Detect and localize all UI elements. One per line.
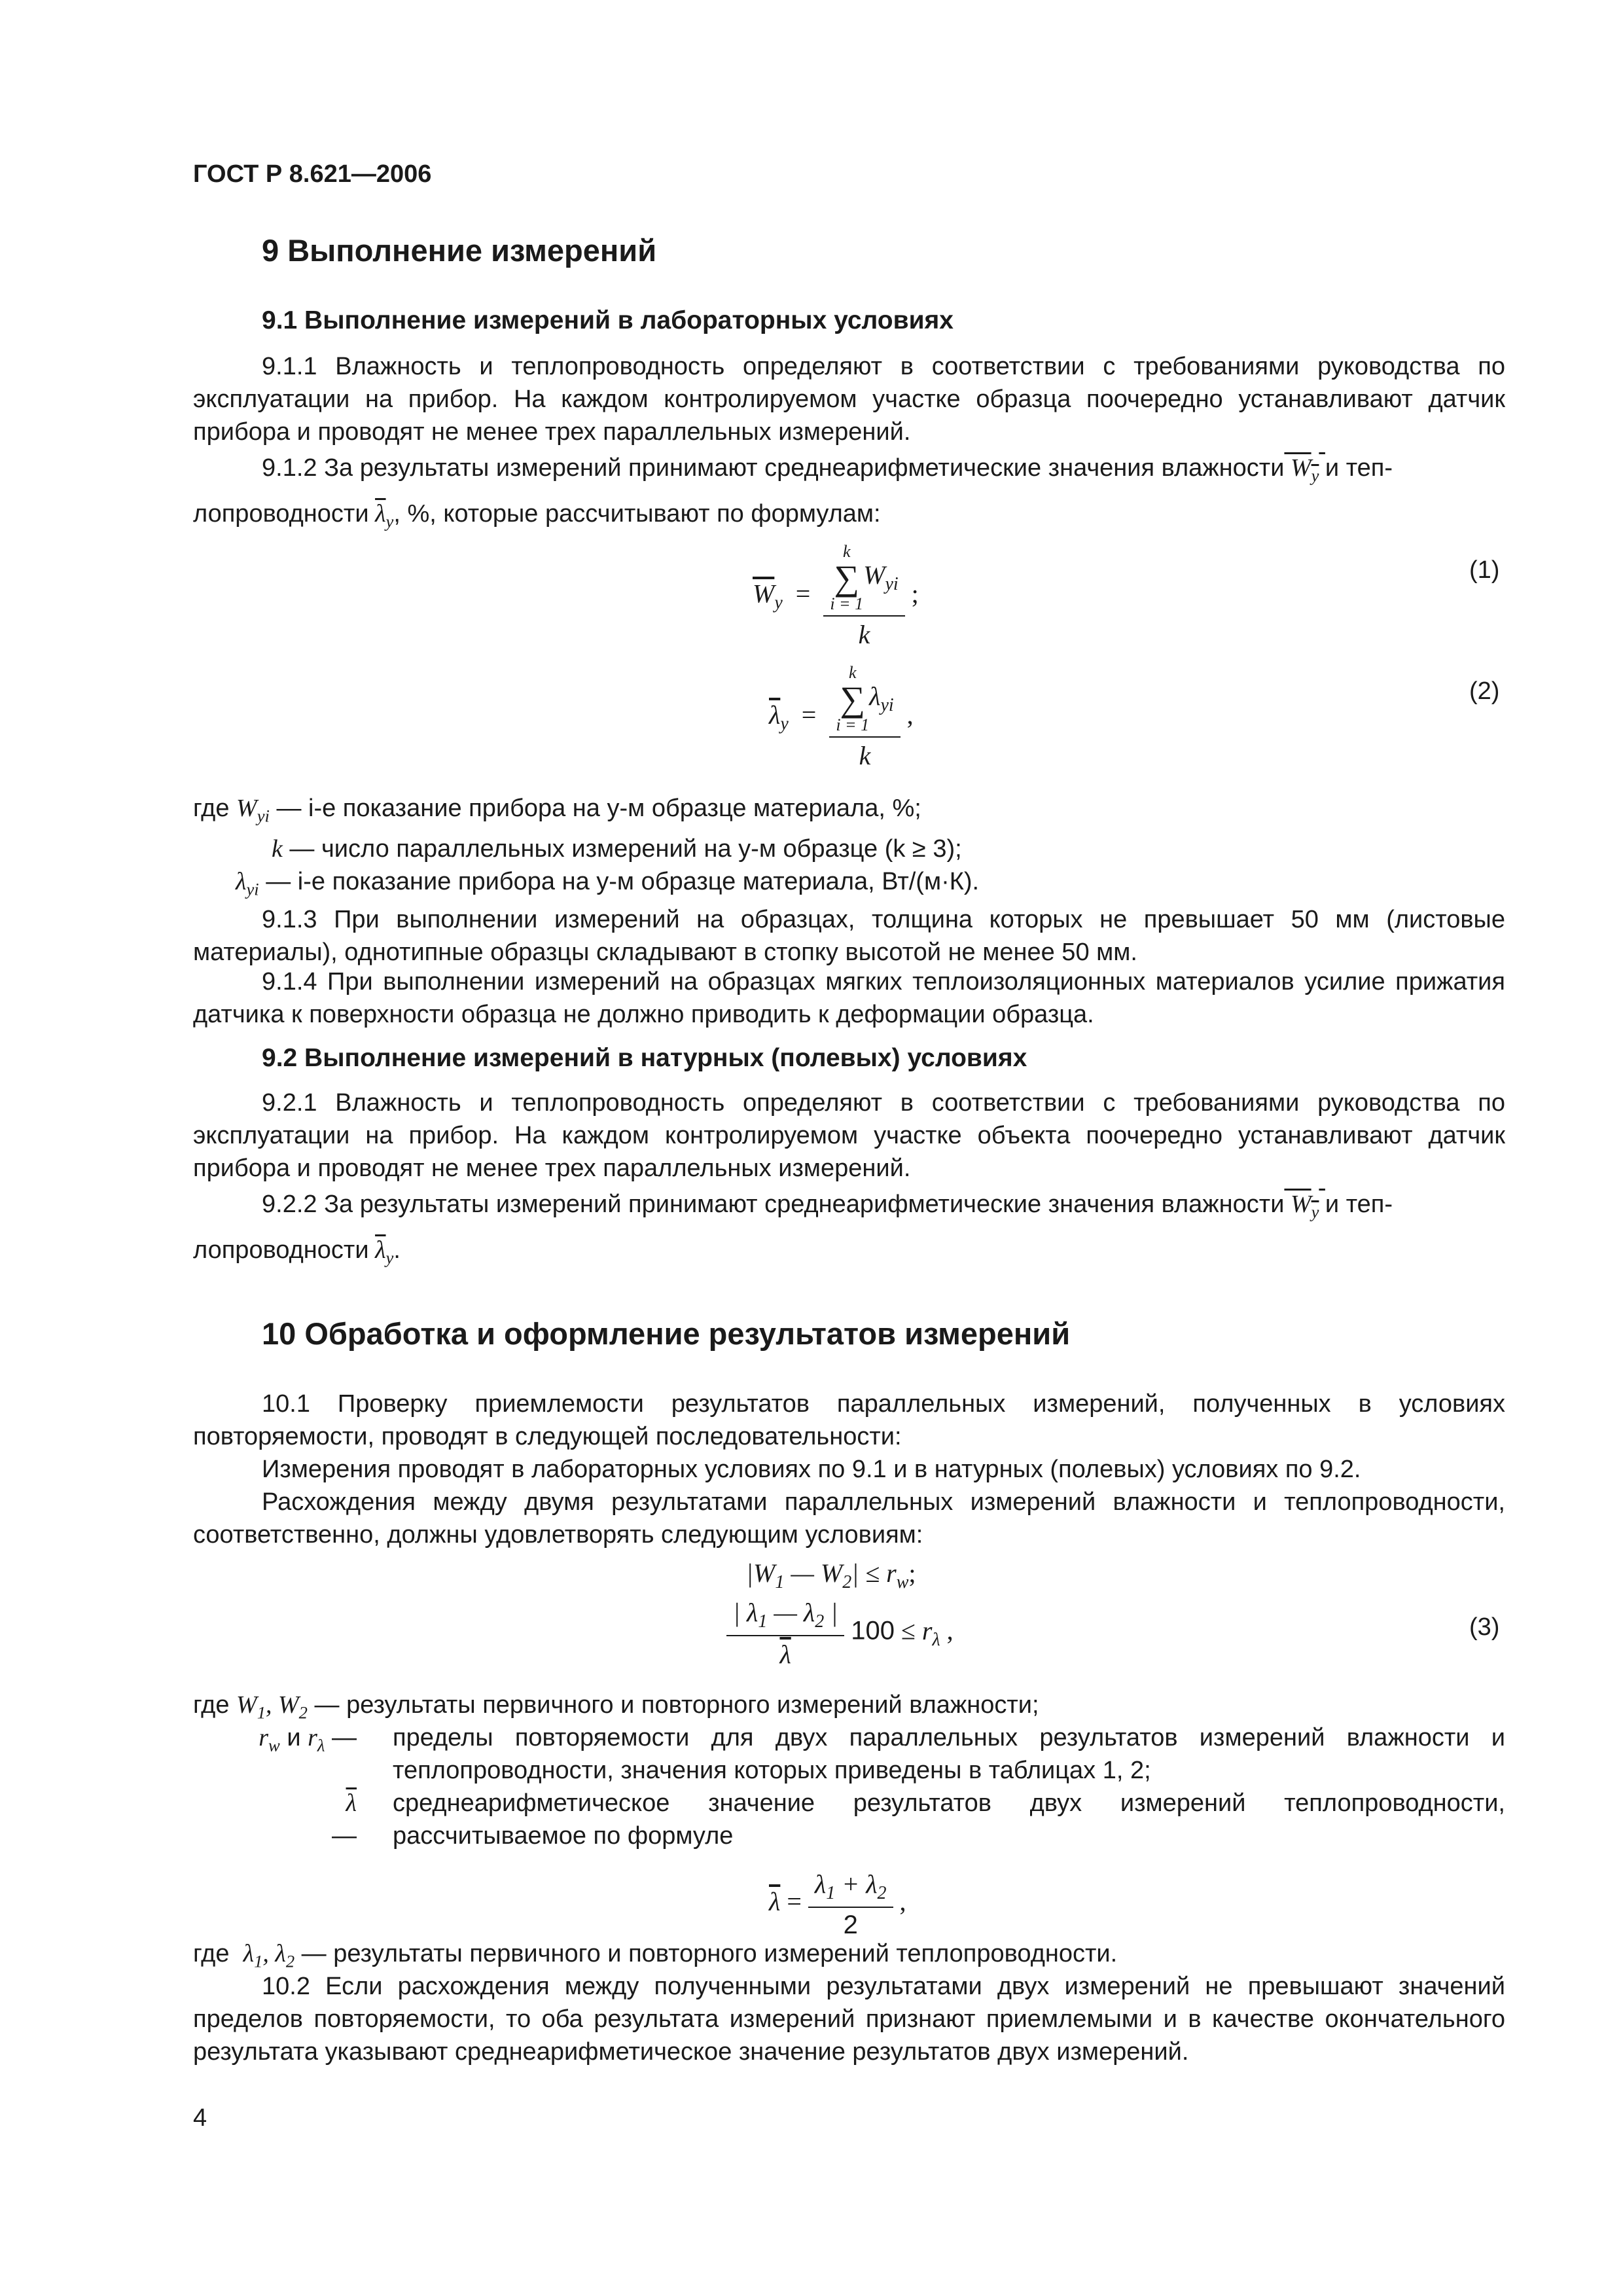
where-block-2: где $W_1$, $W_2$ — результаты первичного и повторного измерений влажности;	[193, 1691, 1039, 1723]
formula-1-number: (1)	[1469, 556, 1500, 584]
rw-r-lambda-symbol: $r_w$ и $r_\lambda$ —	[259, 1724, 357, 1755]
formula-2: $\overline{\lambda}_y$ = k ∑ i = 1 $\lambda_{yi}$ k ,	[769, 663, 914, 770]
formula-2-number: (2)	[1469, 677, 1500, 705]
paragraph-9-2-2-line2: лопроводности $\overline{\lambda}_y$.	[193, 1236, 401, 1268]
where-block-1: где $W_{yi}$ — i-е показание прибора на y-м образце материала, %; k — число параллельных измерений на y-м образце (k ≥ 3); $\lambda_{yi}$ — i-е показание прибора на y-м образце материала, Вт/(м·К).	[193, 795, 980, 899]
paragraph-9-1-4: 9.1.4 При выполнении измерений на образцах мягких теплоизоляционных материалов усилие прижатия датчика к поверхности образца не должно приводить к деформации образца.	[193, 968, 1505, 1028]
formula-1: $\overline{W}_y$ = k ∑ i = 1 $W_{yi}$ k ;	[753, 542, 919, 649]
where-block-3: где $\lambda_1$, $\lambda_2$ — результаты первичного и повторного измерений теплопроводности.	[193, 1940, 1118, 1971]
paragraph-10-1: 10.1 Проверку приемлемости результатов параллельных измерений, полученных в условиях повторяемости, проводят в следующей последовательности: Измерения проводят в лабораторных условиях по 9.1 и в натурных (полевых) условиях по 9.2. Расхождения между двумя результатами параллельных измерений влажности и теплопроводности, соответственно, должны удовлетворять следующим условиям:	[193, 1390, 1505, 1549]
section-10-title: 10 Обработка и оформление результатов измерений	[262, 1316, 1071, 1351]
lambda-bar-symbol: $\overline{\lambda}$ —	[332, 1789, 357, 1850]
formula-3-line1: $|W_1$ — $W_2| \le r_w$;	[746, 1558, 916, 1592]
paragraph-9-1-2-line2: лопроводности $\overline{\lambda}_y$, %, которые рассчитывают по формулам:	[193, 500, 881, 531]
formula-lambda-mean: $\overline{\lambda}$ = $\frac{\lambda_1 + \lambda_2}{2}$ ,	[769, 1869, 906, 1939]
subsection-9-1-title: 9.1 Выполнение измерений в лабораторных условиях	[262, 306, 954, 334]
lambda-bar-definition: среднеарифметическое значение результатов двух измерений теплопроводности, рассчитываемое по формуле	[393, 1789, 1505, 1850]
page-number: 4	[193, 2104, 207, 2132]
document-header: ГОСТ Р 8.621—2006	[193, 160, 432, 188]
paragraph-9-1-3: 9.1.3 При выполнении измерений на образцах, толщина которых не превышает 50 мм (листовые материалы), однотипные образцы складывают в стопку высотой не менее 50 мм.	[193, 906, 1505, 966]
rw-r-lambda-definition: пределы повторяемости для двух параллельных результатов измерений влажности и теплопроводности, значения которых приведены в таблицах 1, 2;	[393, 1724, 1505, 1784]
subsection-9-2-title: 9.2 Выполнение измерений в натурных (полевых) условиях	[262, 1044, 1027, 1072]
formula-3-line2: $\frac{| \lambda_1 — \lambda_2 |}{\lambda}$ $100 \le r_\lambda$ ,	[726, 1597, 954, 1670]
paragraph-10-2: 10.2 Если расхождения между полученными результатами двух измерений не превышают значений пределов повторяемости, то оба результата измерений признают приемлемыми и в качестве окончательного результата указывают среднеарифметическое значение результатов двух измерений.	[193, 1973, 1505, 2066]
paragraph-9-1-2-line1: 9.1.2 За результаты измерений принимают среднеарифметические значения влажности $W_y$ и теп-	[262, 454, 1393, 486]
section-9-title: 9 Выполнение измерений	[262, 233, 657, 268]
paragraph-9-2-1: 9.2.1 Влажность и теплопроводность определяют в соответствии с требованиями руководства по эксплуатации на прибор. На каждом контролируемом участке объекта поочередно устанавливают датчик прибора и проводят не менее трех параллельных измерений.	[193, 1089, 1505, 1182]
paragraph-9-1-1: 9.1.1 Влажность и теплопроводность определяют в соответствии с требованиями руководства по эксплуатации на прибор. На каждом контролируемом участке образца поочередно устанавливают датчик прибора и проводят не менее трех параллельных измерений.	[193, 353, 1505, 446]
paragraph-9-2-2-line1: 9.2.2 За результаты измерений принимают среднеарифметические значения влажности $W_y$ и теп-	[262, 1191, 1393, 1222]
formula-3-number: (3)	[1469, 1613, 1500, 1641]
